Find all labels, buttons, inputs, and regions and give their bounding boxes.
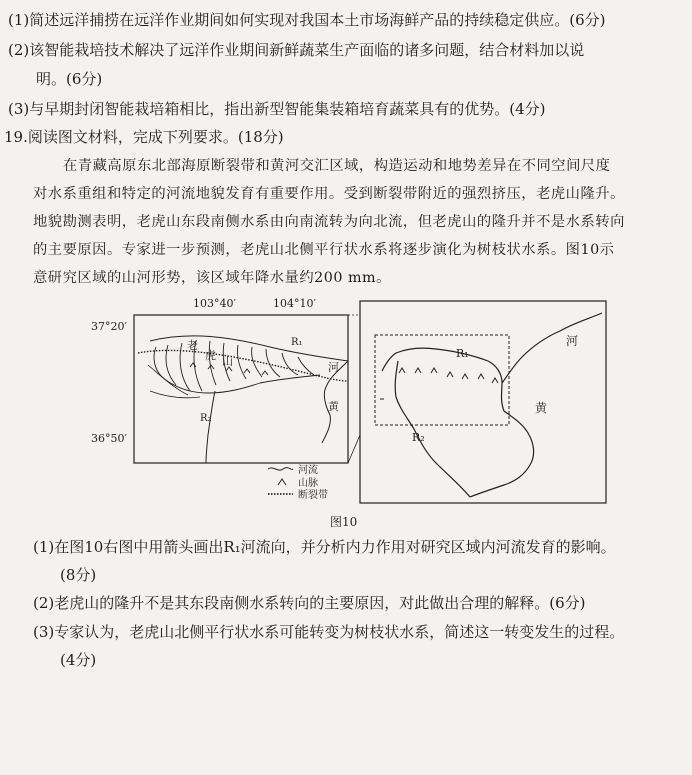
right-map-frame [360,301,606,503]
q19-sub-1-line-1: (1)在图10右图中用箭头画出R₁河流向，并分析内力作用对研究区域内河流发育的影响。 [33,538,616,556]
label-shan: 山 [222,355,233,368]
label-r1-right: R₁ [456,347,469,360]
legend-mountain-label: 山脉 [298,478,318,489]
river-r2-left [206,391,215,463]
figure-10 [90,295,610,510]
q19-sub-3-line-2: (4分) [60,651,97,669]
label-r2-left: R₂ [200,413,212,424]
q19-paragraph-line-3: 地貌勘测表明，老虎山东段南侧水系由向南流转为向北流，但老虎山的隆升并不是水系转向 [33,214,625,230]
question-2-line-1: (2)该智能栽培技术解决了远洋作业期间新鲜蔬菜生产面临的诸多问题，结合材料加以说 [8,41,585,59]
fault-line-left [138,350,348,381]
question-3: (3)与早期封闭智能栽培箱相比，指出新型智能集装箱培育蔬菜具有的优势。(4分) [8,100,546,118]
q19-paragraph-line-2: 对水系重组和特定的河流地貌发育有重要作用。受到断裂带附近的强烈挤压，老虎山隆升。 [33,186,625,202]
lon-label-1: 103°40′ [193,297,236,310]
q19-paragraph-line-4: 的主要原因。专家进一步预测，老虎山北侧平行状水系将逐步演化为树枝状水系。图10示 [33,242,615,258]
label-lao: 老 [187,339,198,352]
left-map-frame [134,315,348,463]
lat-label-2: 36°50′ [91,432,127,445]
q19-paragraph-line-5: 意研究区域的山河形势，该区域年降水量约200 mm。 [33,270,391,286]
figure-caption: 图10 [330,515,358,529]
label-he-right: 河 [566,334,579,348]
left-map [91,297,348,501]
q19-sub-1-line-2: (8分) [60,566,97,584]
label-he-left: 河 [328,361,339,374]
legend-mountain-icon [278,479,286,485]
q19-sub-3-line-1: (3)专家认为，老虎山北侧平行状水系可能转变为树枝状水系，简述这一转变发生的过程。 [33,623,625,641]
yellow-river-right [502,313,602,383]
lat-label-1: 37°20′ [91,320,127,333]
q19-header: 19.阅读图文材料，完成下列要求。(18分) [4,128,284,146]
legend-river-label: 河流 [298,465,318,476]
mountain-symbols-right [399,368,498,383]
label-r2-right: R₂ [412,431,425,444]
label-huang-left: 黄 [328,400,339,413]
legend-fault-label: 断裂带 [298,490,328,501]
label-r1-left: R₁ [291,337,303,348]
legend-river-icon [268,468,293,471]
label-huang-right: 黄 [535,401,548,415]
q19-paragraph-line-1: 在青藏高原东北部海原断裂带和黄河交汇区域，构造运动和地势差异在不同空间尺度 [63,158,611,174]
question-1: (1)简述远洋捕捞在远洋作业期间如何实现对我国本土市场海鲜产品的持续稳定供应。(6分) [8,11,606,29]
right-map [360,301,606,503]
label-hu: 虎 [205,349,216,362]
question-2-line-2: 明。(6分) [36,70,103,88]
q19-sub-2: (2)老虎山的隆升不是其东段南侧水系转向的主要原因，对此做出合理的解释。(6分) [33,594,586,612]
legend [268,463,328,501]
lon-label-2: 104°10′ [273,297,316,310]
